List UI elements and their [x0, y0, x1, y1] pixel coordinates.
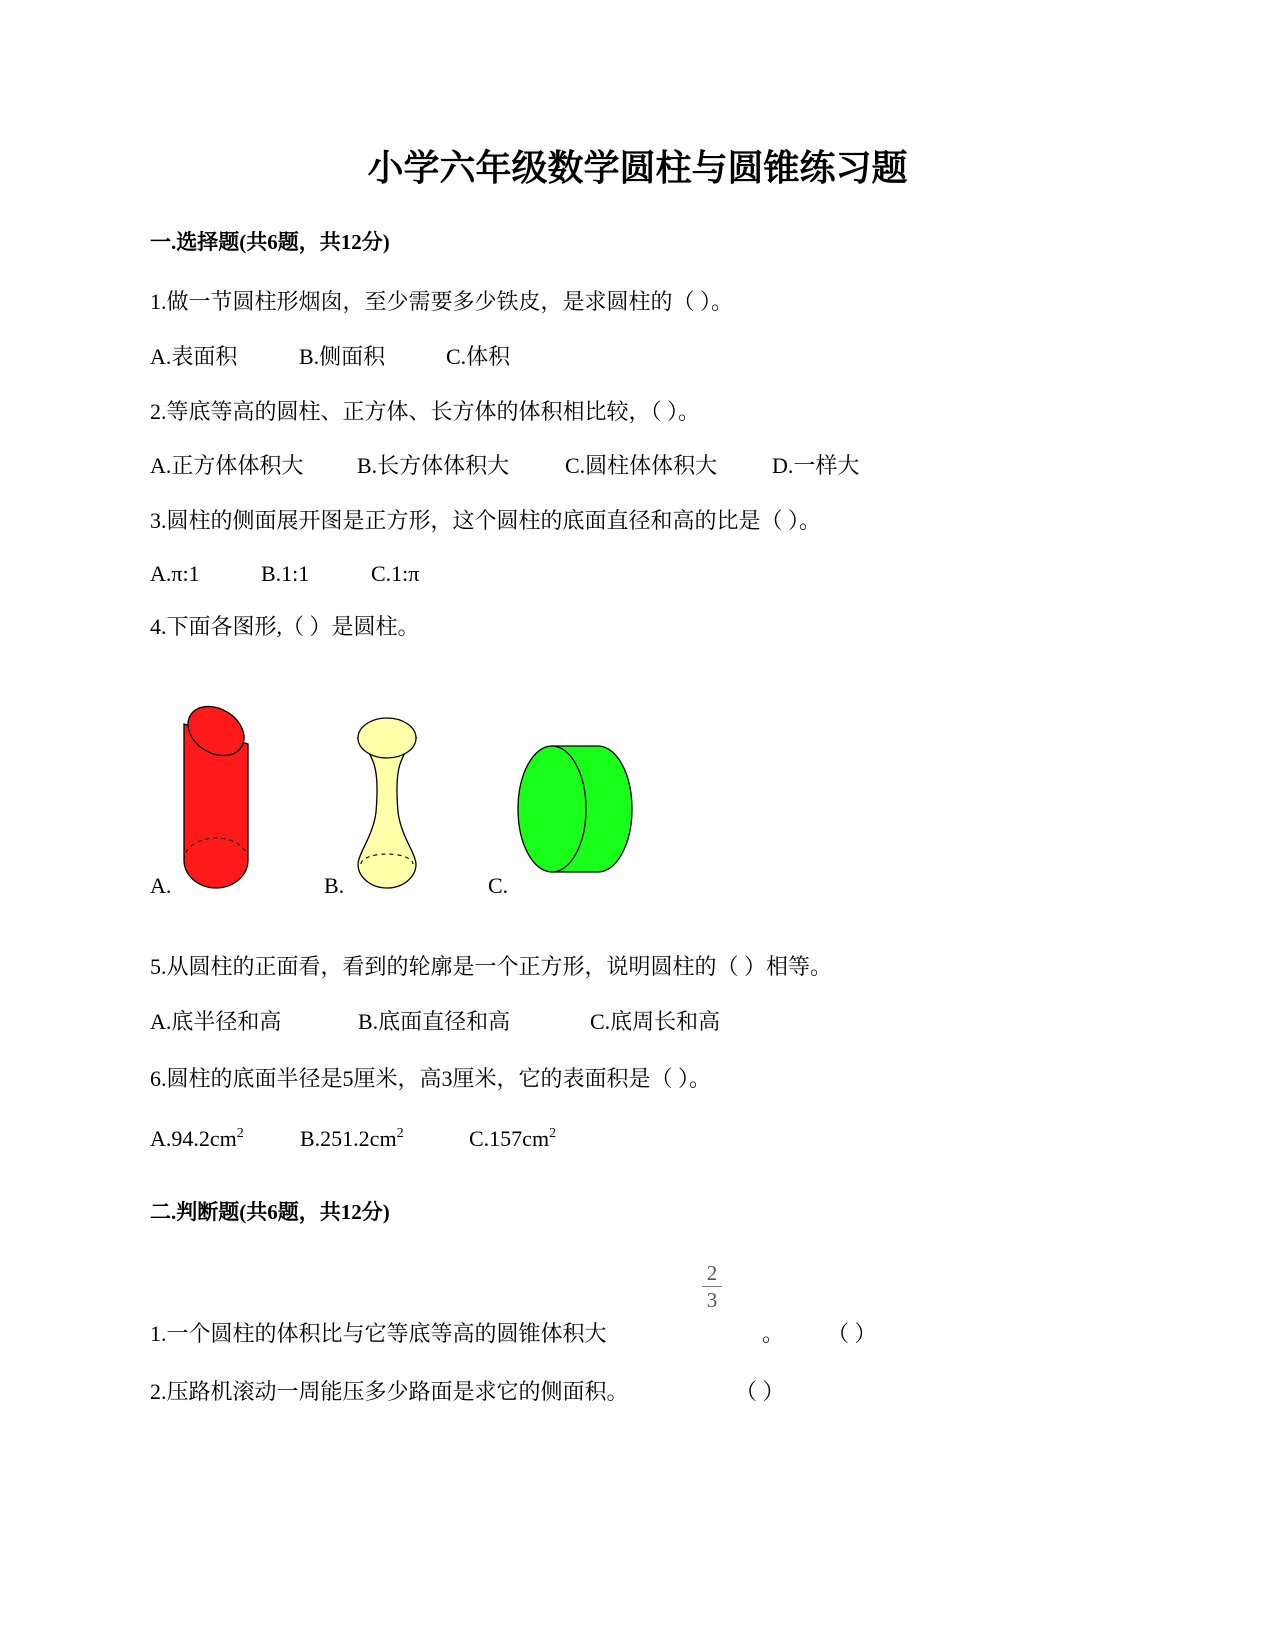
question-4: 4.下面各图形,（ ）是圆柱。 [150, 614, 420, 639]
green-sideways-cylinder-figure [516, 744, 634, 876]
option-b: B.底面直径和高 [358, 1009, 511, 1034]
option-c: C.圆柱体体积大 [565, 453, 718, 478]
option-b: B.侧面积 [299, 344, 386, 369]
question-3-options [150, 560, 419, 588]
figure-c-label: C. [488, 873, 509, 898]
question-1: 1.做一节圆柱形烟囱，至少需要多少铁皮，是求圆柱的（ ）。 [150, 289, 734, 314]
red-cylinder-figure [180, 700, 258, 892]
question-6: 6.圆柱的底面半径是5厘米，高3厘米，它的表面积是（ ）。 [150, 1066, 712, 1091]
option-b: B.长方体体积大 [357, 453, 510, 478]
fraction-two-thirds [700, 1262, 724, 1311]
answer-blank: （ ） [735, 1379, 785, 1404]
question-3: 3.圆柱的侧面展开图是正方形，这个圆柱的底面直径和高的比是（ ）。 [150, 508, 822, 533]
option-b: B.1:1 [261, 561, 310, 586]
question-5: 5.从圆柱的正面看，看到的轮廓是一个正方形，说明圆柱的（ ）相等。 [150, 954, 833, 979]
judgement-question-2-text: 2.压路机滚动一周能压多少路面是求它的侧面积。 [150, 1379, 629, 1404]
judgement-question-1 [150, 1320, 877, 1348]
judgement-question-1-text: 1.一个圆柱的体积比与它等底等高的圆锥体积大 [150, 1321, 607, 1346]
page-title: 小学六年级数学圆柱与圆锥练习题 [367, 148, 908, 188]
judgement-question-1-tail: 。 [762, 1321, 785, 1346]
superscript: 2 [236, 1126, 244, 1141]
section-heading-choice: 一.选择题(共6题，共12分) [150, 230, 390, 254]
question-2-options [150, 452, 859, 480]
option-a: A.底半径和高 [150, 1009, 282, 1034]
figure-a-label: A. [150, 873, 172, 898]
option-a: $A.94.2cm^2$ [150, 1126, 244, 1151]
question-6-options [150, 1125, 556, 1153]
yellow-concave-solid-figure [355, 716, 419, 890]
superscript: 2 [396, 1126, 404, 1141]
option-c: C.底周长和高 [590, 1009, 721, 1034]
superscript: 2 [549, 1126, 557, 1141]
fraction-bar [702, 1286, 722, 1287]
option-a: A.正方体体积大 [150, 453, 304, 478]
fraction-denominator: 3 [706, 1288, 718, 1312]
option-b: $B.251.2cm^2$ [300, 1126, 404, 1151]
judgement-question-2 [150, 1378, 785, 1406]
section-heading-judgement: 二.判断题(共6题，共12分) [150, 1200, 390, 1224]
option-a: A.表面积 [150, 344, 238, 369]
option-c: C.体积 [446, 344, 511, 369]
option-a: A.π:1 [150, 561, 200, 586]
answer-blank: （ ） [827, 1321, 877, 1346]
fraction-numerator: 2 [706, 1261, 718, 1285]
question-1-options [150, 343, 510, 371]
figure-b-label: B. [324, 873, 345, 898]
option-c: C.1:π [371, 561, 420, 586]
question-2: 2.等底等高的圆柱、正方体、长方体的体积相比较，（ ）。 [150, 399, 701, 424]
question-5-options [150, 1008, 720, 1036]
option-d: D.一样大 [772, 453, 860, 478]
option-c: $C.157cm^2$ [469, 1126, 557, 1151]
